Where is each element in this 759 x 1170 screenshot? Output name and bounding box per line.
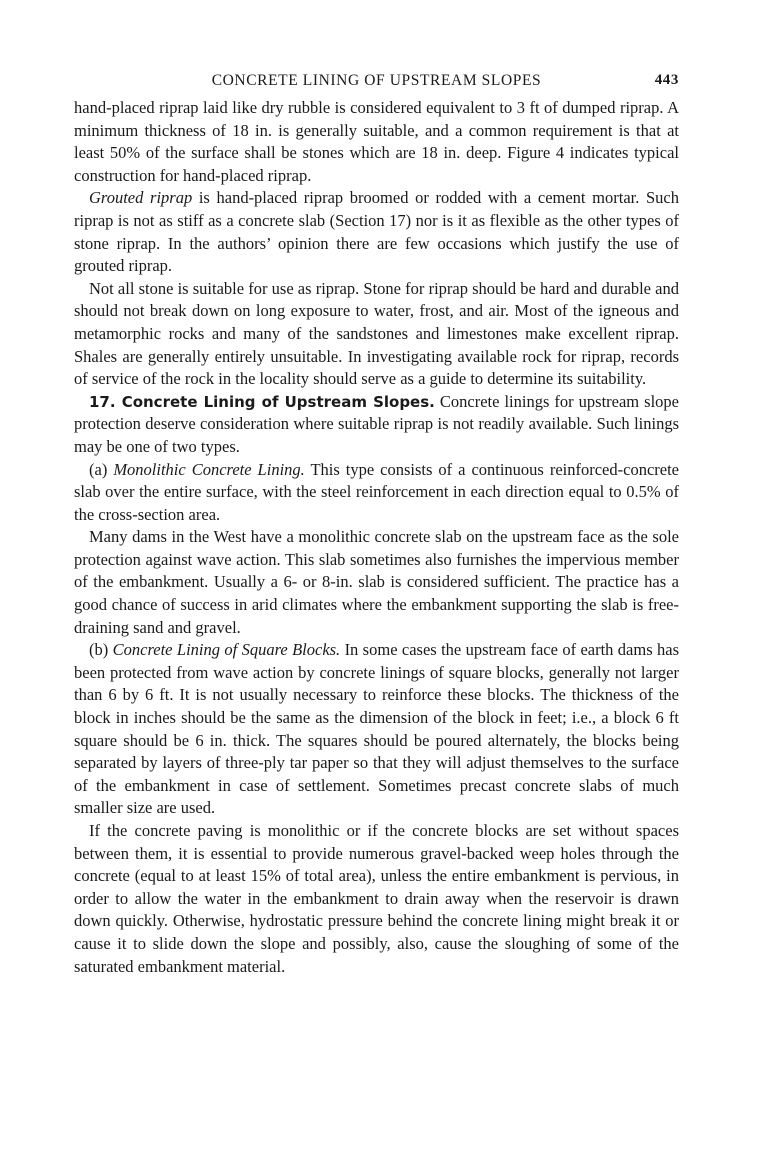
subsection-label-b: (b) [89,640,109,660]
paragraph-stone-suitability: Not all stone is suitable for use as riprap. Stone for riprap should be hard and durable and should not break down on long exposure to water, frost, and air. Most of the igneous and metamorphic rocks and many of the sandstones and limestones make excellent riprap. Shales are generally entirely unsuitable. In investigating available rock for riprap, records of service of the rock in the locality should serve as a guide to determine its suitability. [74,278,679,389]
body-text [74,97,679,978]
subsection-label-a: (a) [89,459,108,479]
paragraph-western-dams: Many dams in the West have a monolithic concrete slab on the upstream face as the sole protection against wave action. This slab sometimes also furnishes the impervious member of the embankment. Usually a 6- or 8-in. slab is considered sufficient. The practice has a good chance of success in arid climates where the embankment supporting the slab is free-draining sand and gravel. [74,527,679,637]
book-page [74,72,679,978]
paragraph-weep-holes: If the concrete paving is monolithic or if the concrete blocks are set without spaces between them, it is essential to provide numerous gravel-backed weep holes through the concrete (equal to at least 15% of total area), unless the entire embankment is pervious, in order to allow the water in the embankment to drain away when the reservoir is drawn down quickly. Otherwise, hydrostatic pressure behind the concrete lining might break it or cause it to slide down the slope and possibly, also, cause the sloughing of some of the saturated embankment material. [74,821,679,976]
subsection-title-square-blocks: Concrete Lining of Square Blocks. [112,640,341,660]
subsection-title-monolithic: Monolithic Concrete Lining. [113,459,305,479]
paragraph-section-17: 17. Concrete Lining of Upstream Slopes. Concrete linings for upstream slope protection deserve consideration where suitable riprap is not readily available. Such linings may be one of two types. [74,391,679,456]
paragraph-square-blocks: (b) Concrete Lining of Square Blocks. In some cases the upstream face of earth dams has been protected from wave action by concrete linings of square blocks, generally not larger than 6 by 6 ft. It is not usually necessary to reinforce these blocks. The thickness of the block in inches should be the same as the dimension of the block in feet; i.e., a block 6 ft square should be 6 in. thick. The squares should be poured alternately, the blocks being separated by layers of three-ply tar paper so that they will adjust themselves to the surface of the embankment in case of settlement. Sometimes precast concrete slabs of much smaller size are used. [74,640,679,818]
running-header [74,72,679,96]
running-title: CONCRETE LINING OF UPSTREAM SLOPES [211,72,542,89]
paragraph-riprap-continued: hand-placed riprap laid like dry rubble is considered equivalent to 3 ft of dumped riprap. A minimum thickness of 18 in. is generally suitable, and a common requirement is that at least 50% of the surface shall be stones which are 18 in. deep. Figure 4 indicates typical construction for hand-placed riprap. [74,98,679,185]
paragraph-grouted-riprap: Grouted riprap is hand-placed riprap broomed or rodded with a cement mortar. Such riprap is not as stiff as a concrete slab (Section 17) nor is it as flexible as the other types of stone riprap. In the authors’ opinion there are few occasions which justify the use of grouted riprap. [74,188,679,276]
page-number: 443 [654,72,679,88]
paragraph-monolithic-lining: (a) Monolithic Concrete Lining. This type consists of a continuous reinforced-concrete slab over the entire surface, with the steel reinforcement in each direction equal to 0.5% of the cross-section area. [74,459,679,524]
section-heading: 17. Concrete Lining of Upstream Slopes. [89,392,435,411]
term-grouted-riprap: Grouted riprap [89,188,193,208]
